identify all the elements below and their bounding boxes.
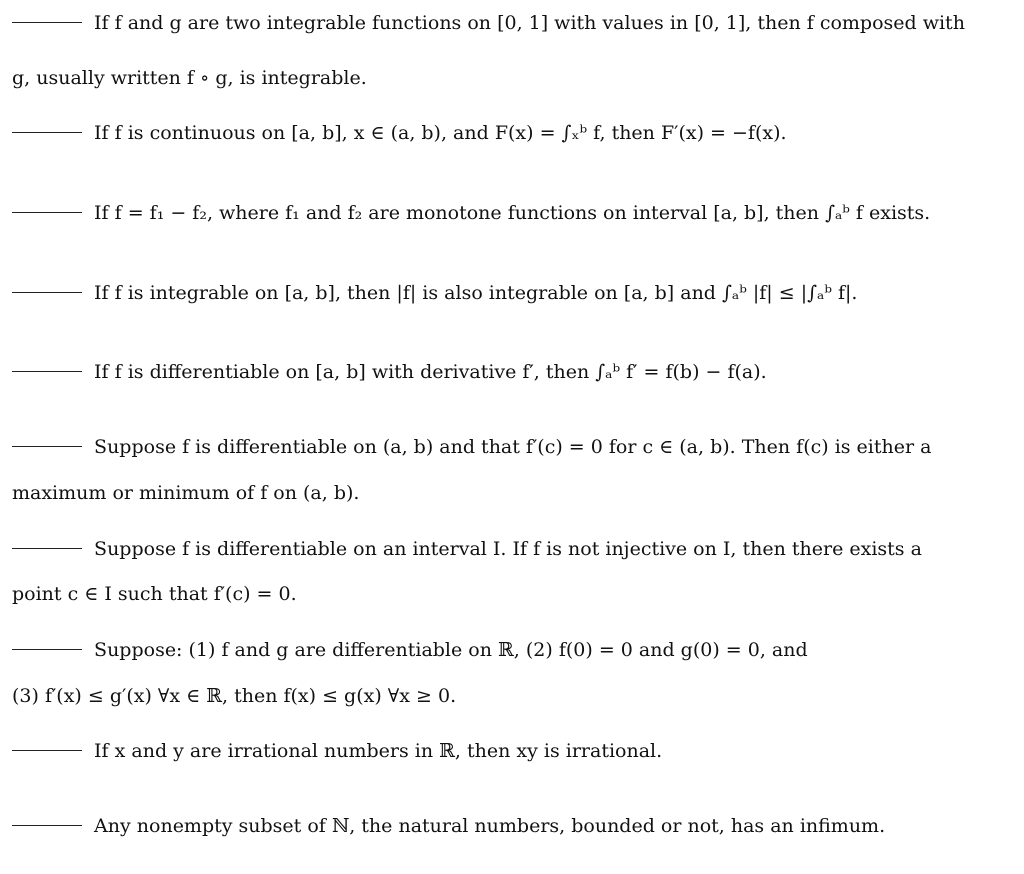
statement-3-text: If f = f₁ − f₂, where f₁ and f₂ are monotone functions on interval [a, b], then ∫ₐᵇ f exists. xyxy=(94,202,931,224)
answer-blank-2[interactable] xyxy=(12,132,82,133)
answer-blank-10[interactable] xyxy=(12,825,82,826)
answer-blank-5[interactable] xyxy=(12,371,82,372)
statement-6-continuation: maximum or minimum of f on (a, b). xyxy=(12,482,360,504)
statement-8-text: Suppose: (1) f and g are differentiable on ℝ, (2) f(0) = 0 and g(0) = 0, and xyxy=(94,639,808,661)
statement-9 xyxy=(12,738,1016,764)
answer-blank-1[interactable] xyxy=(12,22,82,23)
answer-blank-9[interactable] xyxy=(12,750,82,751)
answer-blank-6[interactable] xyxy=(12,446,82,447)
statement-5 xyxy=(12,359,1016,385)
statement-10 xyxy=(12,813,1016,839)
statement-5-text: If f is differentiable on [a, b] with derivative f′, then ∫ₐᵇ f′ = f(b) − f(a). xyxy=(94,361,767,383)
statement-9-text: If x and y are irrational numbers in ℝ, then xy is irrational. xyxy=(94,740,663,762)
statement-1-continuation: g, usually written f ∘ g, is integrable. xyxy=(12,67,367,89)
statement-2-text: If f is continuous on [a, b], x ∈ (a, b), and F(x) = ∫ₓᵇ f, then F′(x) = −f(x). xyxy=(94,122,787,144)
statement-7-text: Suppose f is differentiable on an interval I. If f is not injective on I, then there exists a xyxy=(94,538,922,560)
answer-blank-3[interactable] xyxy=(12,212,82,213)
answer-blank-7[interactable] xyxy=(12,548,82,549)
statement-7 xyxy=(12,536,1016,562)
statement-7-continuation: point c ∈ I such that f′(c) = 0. xyxy=(12,583,297,605)
statement-1-text: If f and g are two integrable functions on [0, 1] with values in [0, 1], then f composed with xyxy=(94,12,965,34)
statement-1 xyxy=(12,10,1016,36)
statement-4 xyxy=(12,280,1016,306)
statement-6 xyxy=(12,434,1016,460)
statement-8 xyxy=(12,637,1016,663)
statement-4-text: If f is integrable on [a, b], then |f| is also integrable on [a, b] and ∫ₐᵇ |f| ≤ |∫ₐᵇ f|. xyxy=(94,282,858,304)
statement-3 xyxy=(12,200,1016,226)
statement-2 xyxy=(12,120,1016,146)
answer-blank-8[interactable] xyxy=(12,649,82,650)
statement-6-text: Suppose f is differentiable on (a, b) and that f′(c) = 0 for c ∈ (a, b). Then f(c) is either a xyxy=(94,436,932,458)
answer-blank-4[interactable] xyxy=(12,292,82,293)
statement-10-text: Any nonempty subset of ℕ, the natural numbers, bounded or not, has an infimum. xyxy=(94,815,886,837)
statement-8-continuation: (3) f′(x) ≤ g′(x) ∀x ∈ ℝ, then f(x) ≤ g(x) ∀x ≥ 0. xyxy=(12,685,457,707)
